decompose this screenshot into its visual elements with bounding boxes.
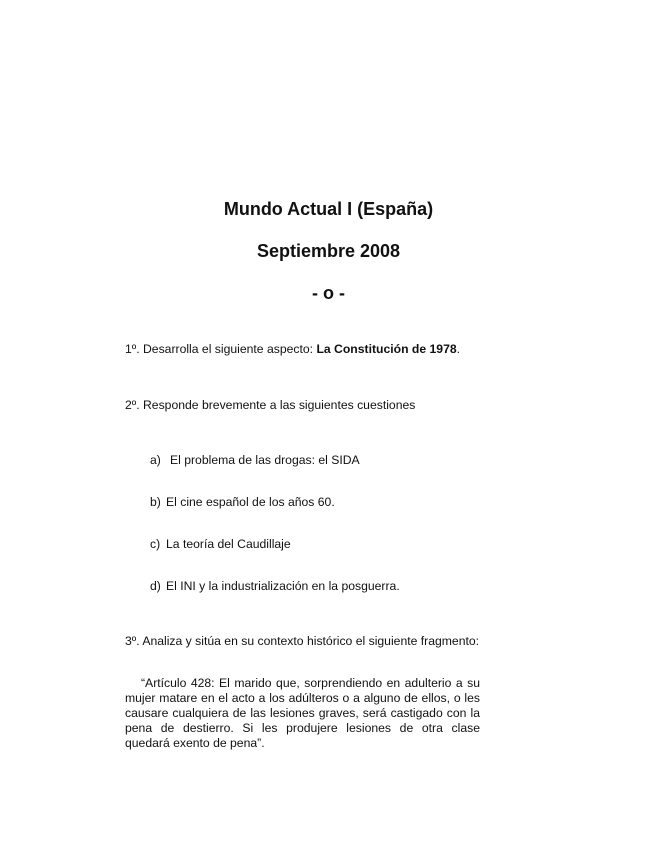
item-text: El INI y la industrialización en la posguerra.	[166, 579, 400, 593]
question-1-topic: La Constitución de 1978	[316, 342, 457, 356]
question-2-item-d	[150, 579, 400, 594]
question-1-suffix: .	[456, 342, 461, 356]
item-letter: b)	[150, 495, 161, 509]
item-text: El cine español de los años 60.	[166, 495, 335, 509]
question-2-item-b	[150, 495, 335, 510]
title-separator: - o -	[312, 283, 345, 303]
question-3: 3º. Analiza y sitúa en su contexto histórico el siguiente fragmento:	[125, 634, 480, 648]
item-letter: d)	[150, 579, 161, 593]
exam-title: Mundo Actual I (España)	[223, 199, 434, 219]
item-letter: a)	[150, 453, 161, 467]
historical-quote: “Artículo 428: El marido que, sorprendiendo en adulterio a su mujer matare en el acto a los adúlteros o a alguno de ellos, o les causare cualquiera de las lesiones graves, será castigado con la pena de destierro. Si les produjere lesiones de otra clase quedará exento de pena”.	[125, 676, 480, 750]
question-1-prefix: 1º. Desarrolla el siguiente aspecto:	[125, 342, 317, 356]
question-1	[125, 342, 460, 357]
item-letter: c)	[150, 537, 161, 551]
question-2: 2º. Responde brevemente a las siguientes cuestiones	[125, 398, 416, 412]
question-2-item-c	[150, 537, 291, 552]
item-text: La teoría del Caudillaje	[166, 537, 291, 551]
question-2-item-a	[150, 453, 360, 468]
exam-date: Septiembre 2008	[256, 241, 401, 261]
item-text: El problema de las drogas: el SIDA	[170, 453, 360, 467]
